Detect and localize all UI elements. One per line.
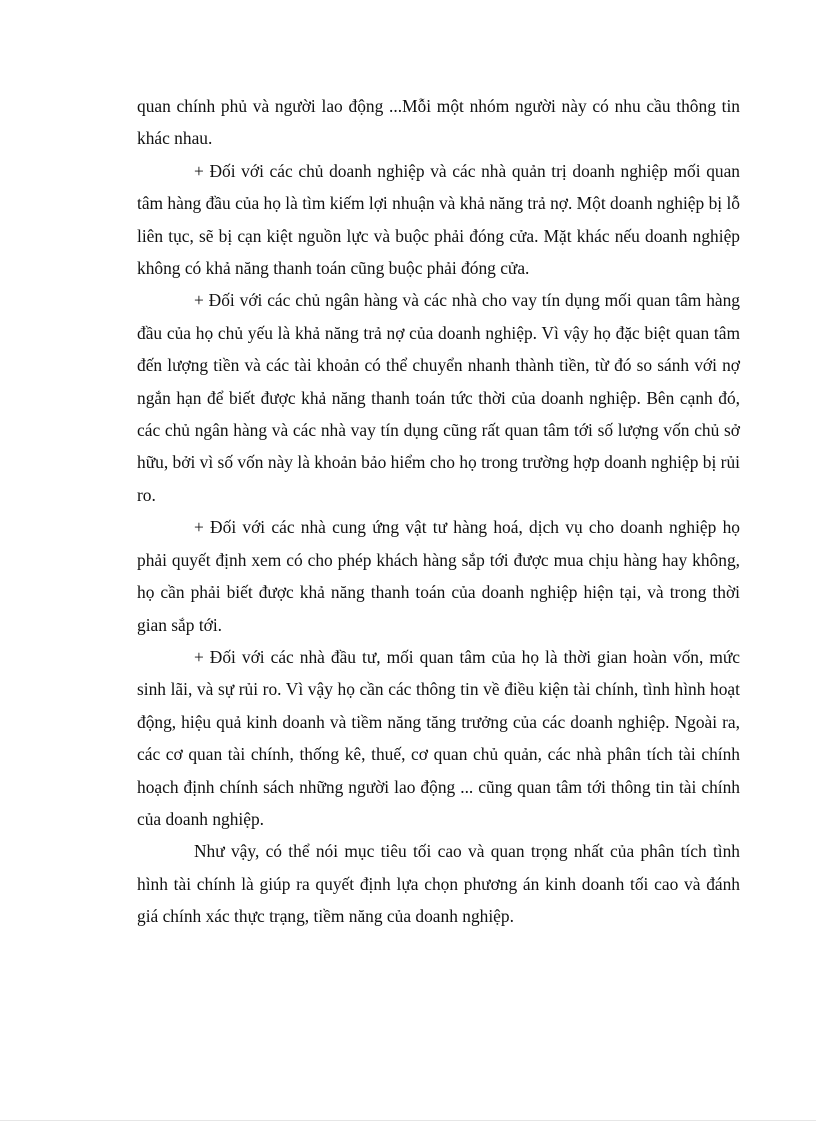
paragraph-banks-lenders: + Đối với các chủ ngân hàng và các nhà cho vay tín dụng mối quan tâm hàng đầu của họ chủ yếu là khả năng trả nợ của doanh nghiệp. Vì vậy họ đặc biệt quan tâm đến lượng tiền và các tài khoản có thể chuyển nhanh thành tiền, từ đó so sánh với nợ ngắn hạn để biết được khả năng thanh toán tức thời của doanh nghiệp. Bên cạnh đó, các chủ ngân hàng và các nhà vay tín dụng cũng rất quan tâm tới số lượng vốn chủ sở hữu, bởi vì số vốn này là khoản bảo hiểm cho họ trong trường hợp doanh nghiệp bị rủi ro. <box>137 290 740 505</box>
document-body <box>137 90 740 933</box>
paragraph-continuation: quan chính phủ và người lao động ...Mỗi một nhóm người này có nhu cầu thông tin khác nhau. <box>137 96 740 149</box>
page-bottom-divider <box>0 1120 816 1121</box>
paragraph-conclusion: Như vậy, có thể nói mục tiêu tối cao và quan trọng nhất của phân tích tình hình tài chính là giúp ra quyết định lựa chọn phương án kinh doanh tối cao và đánh giá chính xác thực trạng, tiềm năng của doanh nghiệp. <box>137 841 740 927</box>
paragraph-investors: + Đối với các nhà đầu tư, mối quan tâm của họ là thời gian hoàn vốn, mức sinh lãi, và sự rủi ro. Vì vậy họ cần các thông tin về điều kiện tài chính, tình hình hoạt động, hiệu quả kinh doanh và tiềm năng tăng trưởng của các doanh nghiệp. Ngoài ra, các cơ quan tài chính, thống kê, thuế, cơ quan chủ quản, các nhà phân tích tài chính hoạch định chính sách những người lao động ... cũng quan tâm tới thông tin tài chính của doanh nghiệp. <box>137 646 740 829</box>
paragraph-suppliers: + Đối với các nhà cung ứng vật tư hàng hoá, dịch vụ cho doanh nghiệp họ phải quyết định xem có cho phép khách hàng sắp tới được mua chịu hàng hay không, họ cần phải biết được khả năng thanh toán của doanh nghiệp hiện tại, và trong thời gian sắp tới. <box>137 517 740 635</box>
paragraph-business-owners: + Đối với các chủ doanh nghiệp và các nhà quản trị doanh nghiệp mối quan tâm hàng đầu của họ là tìm kiếm lợi nhuận và khả năng trả nợ. Một doanh nghiệp bị lỗ liên tục, sẽ bị cạn kiệt nguồn lực và buộc phải đóng cửa. Mặt khác nếu doanh nghiệp không có khả năng thanh toán cũng buộc phải đóng cửa. <box>137 160 740 279</box>
